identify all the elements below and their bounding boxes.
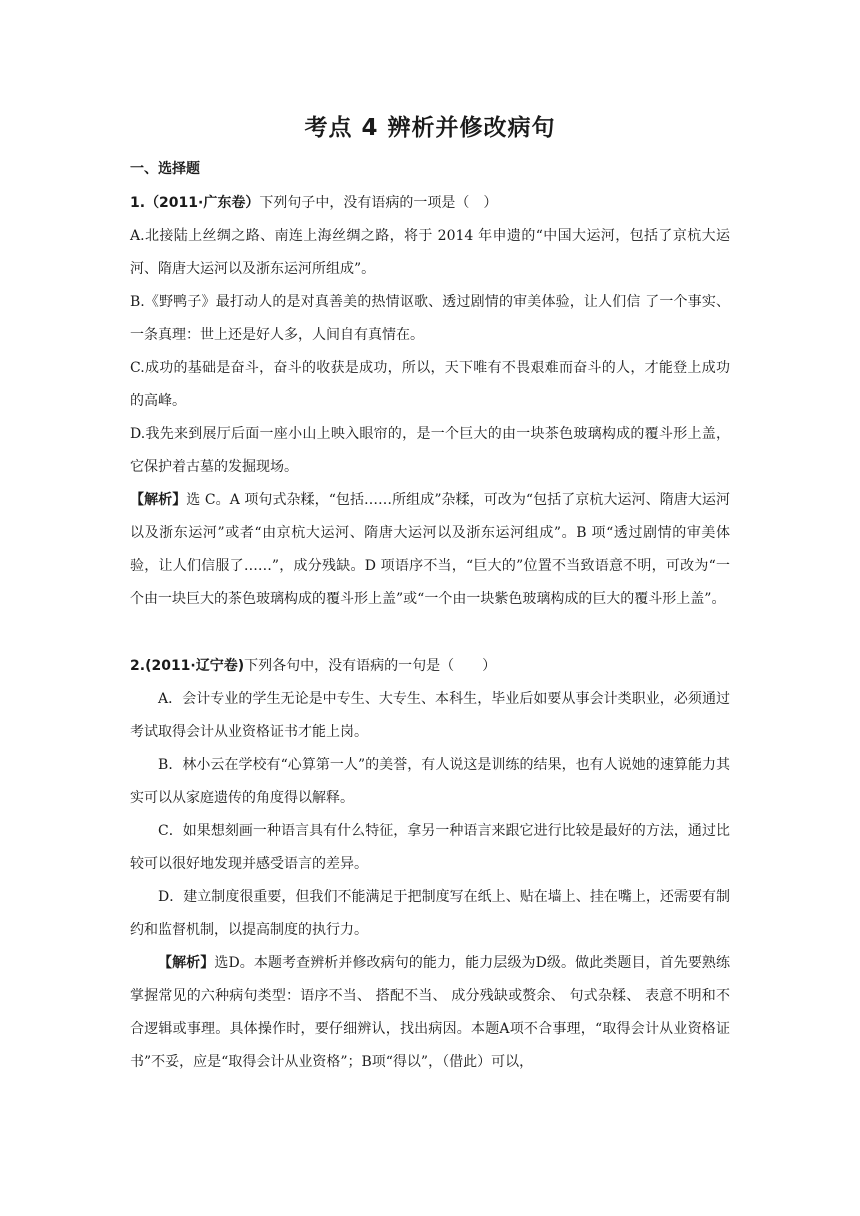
question-1-option-a: A.北接陆上丝绸之路、南连上海丝绸之路，将于 2014 年申遗的“中国大运河，包括了京杭大运河、隋唐大运河以及浙东运河所组成”。 [130,228,730,277]
question-2-option-a: A．会计专业的学生无论是中专生、大专生、本科生，毕业后如要从事会计类职业，必须通过考试取得会计从业资格证书才能上岗。 [130,691,730,740]
question-2-header [130,650,730,683]
question-1-stem: 下列句子中，没有语病的一项是（ ） [259,195,498,211]
question-2-analysis-label: 【解析】 [158,955,215,971]
section-heading: 一、选择题 [130,161,200,177]
question-1-analysis [130,484,730,616]
question-1-source: （2011·广东卷） [145,195,260,211]
question-1-option-c: C.成功的基础是奋斗，奋斗的收获是成功，所以，天下唯有不畏艰难而奋斗的人，才能登上成功的高峰。 [130,360,730,409]
question-1-option-b: B.《野鸭子》最打动人的是对真善美的热情讴歌、透过剧情的审美体验，让人们信 了一个事实、一条真理：世上还是好人多，人间自有真情在。 [130,294,730,343]
question-1-number: 1. [130,195,146,211]
question-2-source: (2011·辽宁卷) [145,658,245,674]
question-1-analysis-text: 选 C。A 项句式杂糅，“包括……所组成”杂糅，可改为“包括了京杭大运河、隋唐大运河以及浙东运河”或者“由京杭大运河、隋唐大运河以及浙东运河组成”。B 项“透过剧情的审美体验，让人们信服了……”，成分残缺。D 项语序不当，“巨大的”位置不当致语意不明，可改为“一个由一块巨大的茶色玻璃构成的覆斗形上盖”或“一个由一块紫色玻璃构成的巨大的覆斗形上盖”。 [130,492,730,607]
question-2-analysis-text: 选D。本题考查辨析并修改病句的能力，能力层级为D级。做此类题目，首先要熟练掌握常见的六种病句类型：语序不当、 搭配不当、 成分残缺或赘余、 句式杂糅、 表意不明和不合逻辑或事理。具体操作时，要仔细辨认，找出病因。本题A项不合事理，“取得会计从业资格证书”不妥，应是“取得会计从业资格”；B项“得以”，（借此）可以， [130,955,730,1070]
question-1 [130,187,730,616]
question-2-option-b: B．林小云在学校有“心算第一人”的美誉，有人说这是训练的结果，也有人说她的速算能力其实可以从家庭遗传的角度得以解释。 [130,757,730,806]
question-2 [130,650,730,1079]
question-2-number: 2. [130,658,146,674]
question-1-option-d: D.我先来到展厅后面一座小山上映入眼帘的，是一个巨大的由一块茶色玻璃构成的覆斗形上盖，它保护着古墓的发掘现场。 [130,426,730,475]
question-1-analysis-label: 【解析】 [130,492,187,508]
question-2-option-d: D．建立制度很重要，但我们不能满足于把制度写在纸上、贴在墙上、挂在嘴上，还需要有制约和监督机制，以提高制度的执行力。 [130,889,730,938]
question-2-option-c: C．如果想刻画一种语言具有什么特征，拿另一种语言来跟它进行比较是最好的方法，通过比较可以很好地发现并感受语言的差异。 [130,823,730,872]
question-2-analysis [130,947,730,1079]
page-title: 考点 4 辨析并修改病句 [304,115,556,141]
question-1-header [130,187,730,220]
question-2-stem: 下列各句中，没有语病的一句是（ ） [244,658,497,674]
